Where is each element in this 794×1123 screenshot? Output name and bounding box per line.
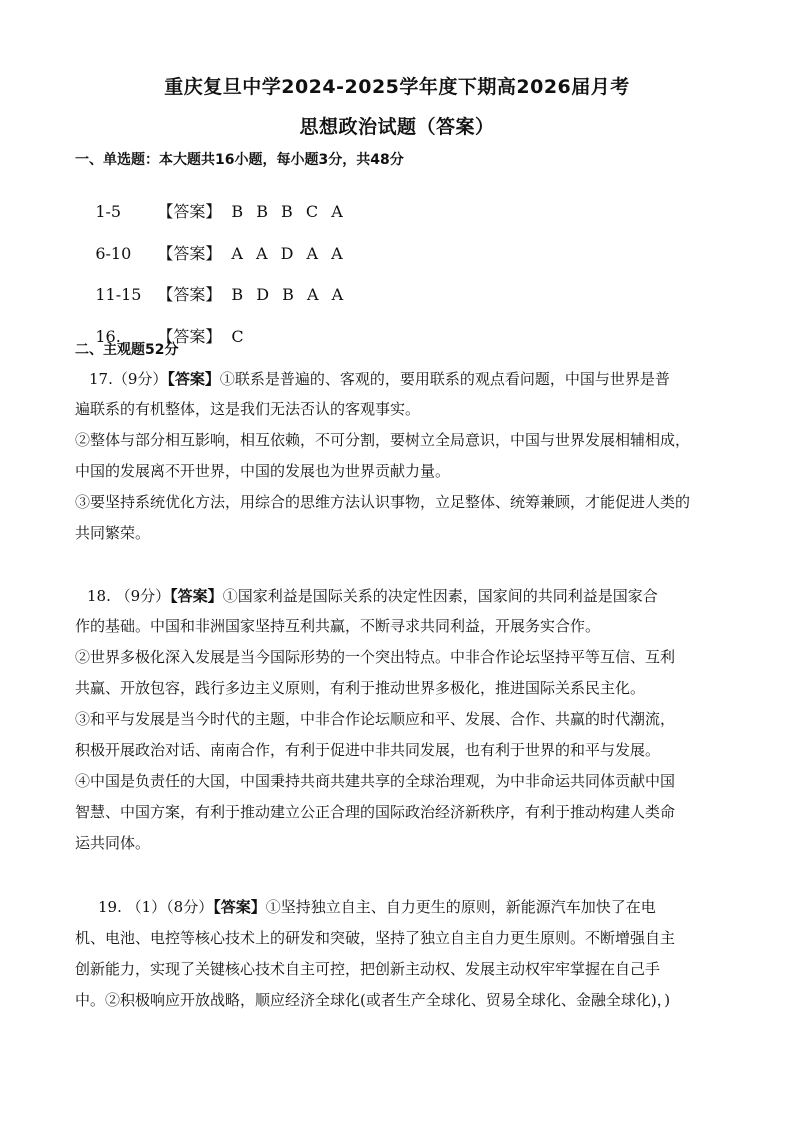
q19-line: 机、电池、电控等核心技术上的研发和突破，坚持了独立自主自力更生原则。不断增强自主	[75, 929, 676, 947]
q17-line: 遍联系的有机整体，这是我们无法否认的客观事实。	[75, 400, 421, 418]
answer-tag: 【答案】	[157, 244, 222, 263]
q19-line: 创新能力，实现了关键核心技术自主可控，把创新主动权、发展主动权牢牢掌握在自己手	[75, 960, 661, 978]
q17-line: 共同繁荣。	[75, 524, 151, 542]
q18-line: ②世界多极化深入发展是当今国际形势的一个突出特点。中非合作论坛坚持平等互信、互利	[75, 648, 676, 666]
q17-line: ③要坚持系统优化方法，用综合的思维方法认识事物，立足整体、统筹兼顾，才能促进人类的	[75, 493, 691, 511]
q17-line: ②整体与部分相互影响，相互依赖，不可分割，要树立全局意识，中国与世界发展相辅相成，	[75, 431, 691, 449]
document-title: 重庆复旦中学2024-2025学年度下期高2026届月考	[164, 76, 630, 98]
q18-line: 作的基础。中国和非洲国家坚持互利共赢，不断寻求共同利益，开展务实合作。	[75, 617, 601, 635]
answer-letters: C	[231, 327, 248, 346]
q18-line: 运共同体。	[75, 834, 151, 852]
q18-line: 智慧、中国方案，有利于推动建立公正合理的国际政治经济新秩序，有利于推动构建人类命	[75, 803, 676, 821]
question-range: 16.	[95, 327, 121, 346]
q17-line: 中国的发展离不开世界，中国的发展也为世界贡献力量。	[75, 462, 451, 480]
answer-tag: 【答案】	[213, 898, 266, 916]
q19-number: 19. （1）（8分）	[98, 898, 214, 916]
q18-line: 共赢、开放包容，践行多边主义原则，有利于推动世界多极化，推进国际关系民主化。	[75, 679, 646, 697]
q17-line	[89, 368, 670, 389]
answer-letters: B D B A A	[231, 285, 348, 304]
answer-letters: B B B C A	[231, 202, 347, 221]
q18-line: ④中国是负责任的大国，中国秉持共商共建共享的全球治理观，为中非命运共同体贡献中国	[75, 772, 676, 790]
answer-tag: 【答案】	[157, 202, 222, 221]
q18-text: ①国家利益是国际关系的决定性因素，国家间的共同利益是国家合	[222, 587, 658, 605]
question-range: 6-10	[95, 244, 132, 263]
answer-tag: 【答案】	[167, 370, 220, 388]
q17-text: ①联系是普遍的、客观的，要用联系的观点看问题，中国与世界是普	[219, 370, 670, 388]
q18-number: 18. （9分）	[87, 587, 171, 605]
answer-letters: A A D A A	[231, 244, 347, 263]
section-heading-single-choice: 一、单选题：本大题共16小题，每小题3分，共48分	[75, 152, 404, 168]
q19-text: ①坚持独立自主、自力更生的原则，新能源汽车加快了在电	[265, 898, 656, 916]
answer-tag: 【答案】	[157, 285, 222, 304]
section-heading-subjective: 二、主观题52分	[75, 342, 179, 358]
q17-number: 17.（9分）	[89, 370, 168, 388]
q18-line: ③和平与发展是当今时代的主题，中非合作论坛顺应和平、发展、合作、共赢的时代潮流，	[75, 710, 676, 728]
answer-tag: 【答案】	[170, 587, 223, 605]
question-range: 1-5	[95, 202, 122, 221]
question-range: 11-15	[95, 285, 142, 304]
q18-line	[87, 585, 658, 606]
q18-line: 积极开展政治对话、南南合作，有利于促进中非共同发展，也有利于世界的和平与发展。	[75, 741, 661, 759]
answer-tag: 【答案】	[157, 327, 222, 346]
q19-line: 中。②积极响应开放战略，顺应经济全球化(或者生产全球化、贸易全球化、金融全球化)，)	[75, 991, 671, 1009]
q19-line	[98, 896, 656, 917]
document-subtitle: 思想政治试题（答案）	[299, 116, 495, 138]
